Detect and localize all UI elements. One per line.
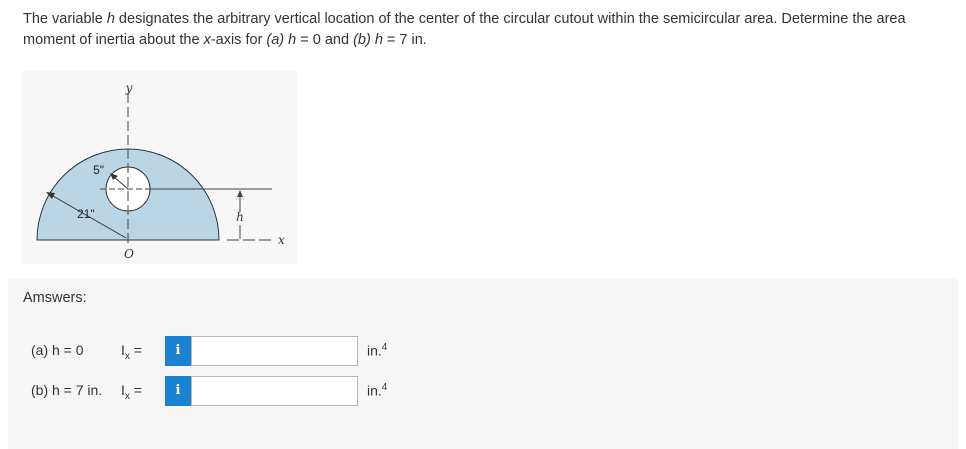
unit-exponent: 4	[381, 342, 388, 353]
ix-label	[121, 342, 142, 362]
large-radius-label: 21"	[77, 207, 95, 221]
problem-figure	[22, 71, 297, 264]
answer-input-a[interactable]	[191, 336, 358, 366]
origin-label: O	[124, 247, 134, 261]
problem-text-segment: designates the arbitrary vertical location of the center of the circular cutout within the semicircular area. Determine the area moment of inertia about the	[23, 11, 906, 48]
h-label: h	[236, 210, 244, 224]
info-icon[interactable]: i	[165, 336, 191, 366]
answer-row-label: (a) h = 0	[31, 342, 84, 358]
problem-text-segment: = 7 in.	[382, 32, 427, 48]
ix-subscript: x	[124, 350, 130, 362]
info-icon[interactable]: i	[165, 376, 191, 406]
y-axis-label: y	[125, 81, 133, 95]
problem-part-a-tag: (a) h	[266, 32, 297, 48]
unit-exponent: 4	[381, 382, 388, 393]
ix-equals: =	[129, 342, 142, 358]
answer-input-b[interactable]	[191, 376, 358, 406]
small-radius-label: 5"	[93, 163, 104, 177]
h-arrow-head	[237, 190, 243, 197]
problem-variable-h: h	[106, 11, 115, 27]
unit-label	[367, 382, 387, 399]
ix-label	[121, 382, 142, 402]
answer-row-label: (b) h = 7 in.	[31, 382, 103, 398]
unit-text: in.	[367, 382, 382, 399]
ix-equals: =	[129, 382, 142, 398]
unit-text: in.	[367, 342, 382, 359]
x-axis-label: x	[278, 233, 285, 247]
problem-text-segment: = 0 and	[296, 32, 354, 48]
answers-heading: Amswers:	[23, 290, 87, 306]
problem-text-segment: The variable	[23, 11, 107, 27]
ix-symbol: I	[121, 382, 125, 398]
ix-symbol: I	[121, 342, 125, 358]
unit-label	[367, 342, 387, 359]
problem-statement	[23, 9, 953, 51]
problem-text-segment: -axis for	[210, 32, 267, 48]
answer-row-a	[0, 334, 966, 368]
semicircle-cutout-diagram	[22, 71, 297, 264]
ix-subscript: x	[124, 390, 130, 402]
answer-row-b	[0, 374, 966, 408]
problem-variable-x: x	[203, 32, 211, 48]
problem-part-b-tag: (b) h	[353, 32, 383, 48]
